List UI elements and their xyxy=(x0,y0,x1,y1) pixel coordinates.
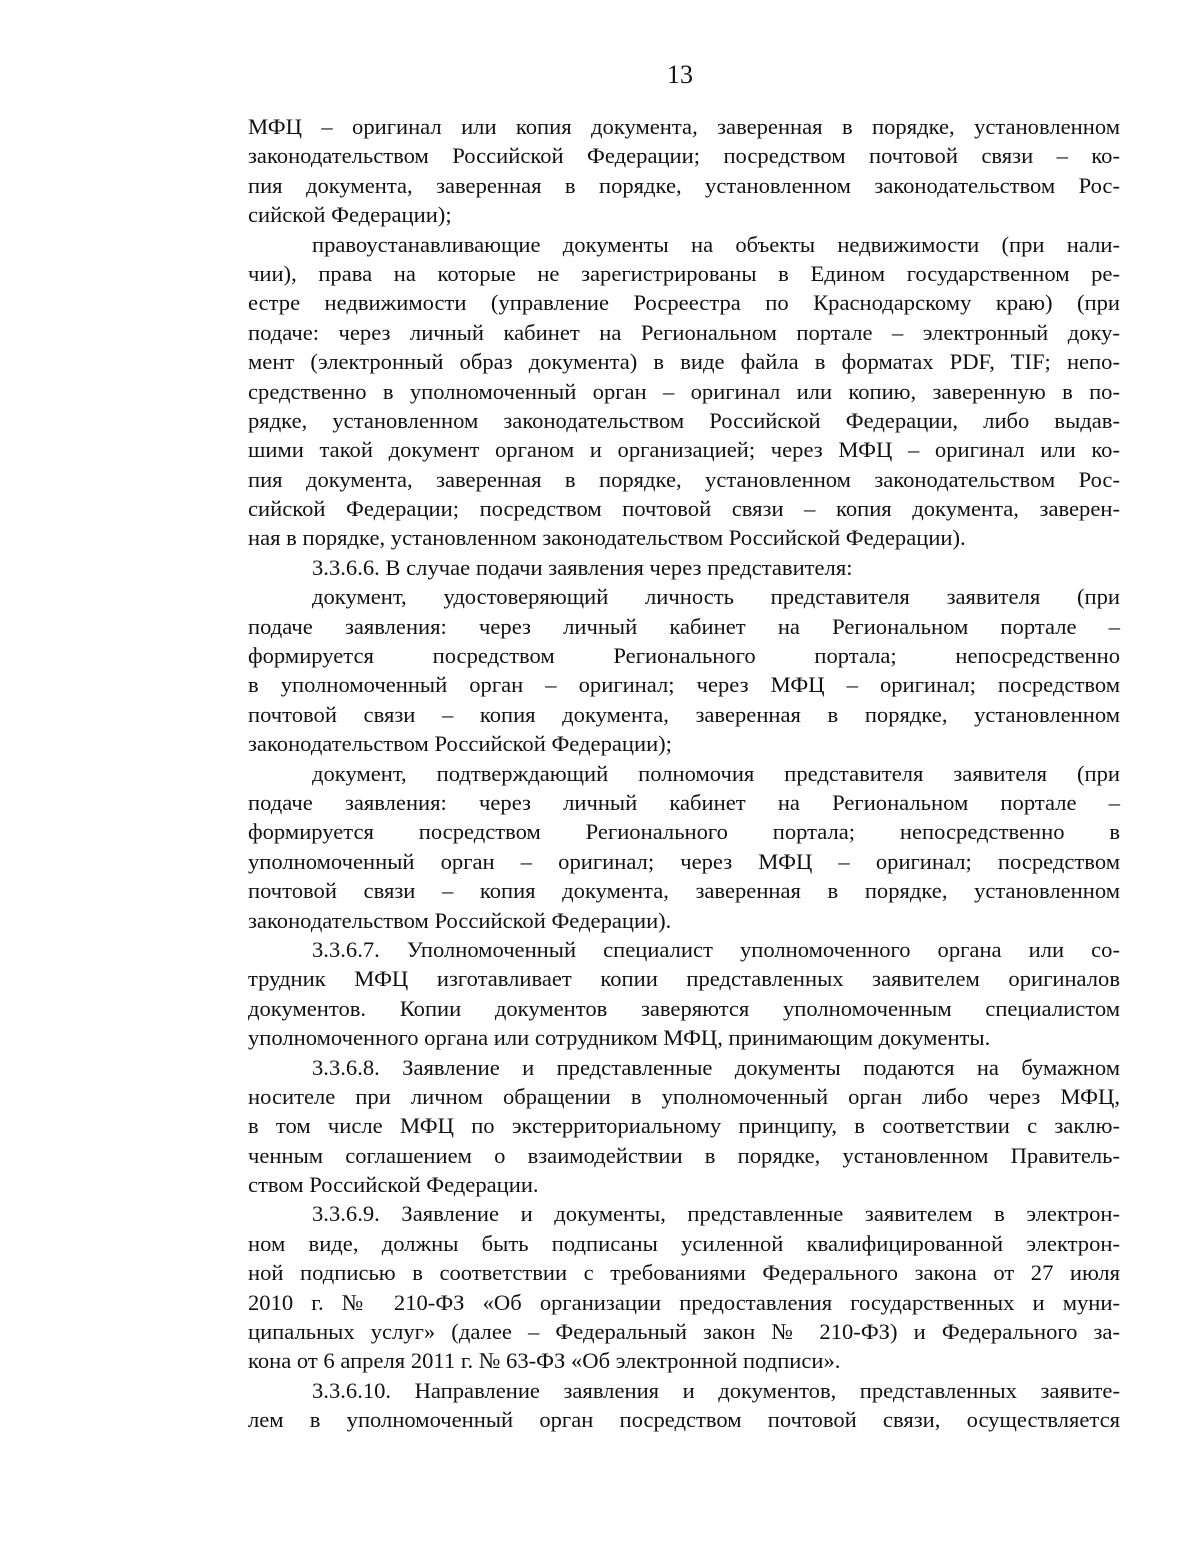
text-line: почтовой связи – копия документа, заверенная в порядке, установленном xyxy=(248,701,1120,727)
text-line: средственно в уполномоченный орган – оригинал или копию, заверенную в по- xyxy=(248,378,1120,404)
text-line: шими такой документ органом и организацией; через МФЦ – оригинал или ко- xyxy=(248,437,1120,463)
text-line: 3.3.6.6. В случае подачи заявления через представителя: xyxy=(312,554,853,580)
text-line: ченным соглашением о взаимодействии в порядке, установленном Правитель- xyxy=(248,1142,1120,1168)
text-line: уполномоченного органа или сотрудником МФЦ, принимающим документы. xyxy=(248,1025,991,1051)
text-line: ная в порядке, установленном законодательством Российской Федерации). xyxy=(248,525,966,551)
text-line: трудник МФЦ изготавливает копии представленных заявителем оригиналов xyxy=(248,966,1120,992)
text-line: документ, удостоверяющий личность представителя заявителя (при xyxy=(312,584,1120,610)
text-line: носителе при личном обращении в уполномоченный орган либо через МФЦ, xyxy=(248,1083,1120,1109)
text-line: ством Российской Федерации. xyxy=(248,1172,539,1198)
text-line: МФЦ – оригинал или копия документа, заверенная в порядке, установленном xyxy=(248,114,1120,139)
text-line: уполномоченный орган – оригинал; через МФЦ – оригинал; посредством xyxy=(248,848,1120,874)
text-line: ной подписью в соответствии с требованиями Федерального закона от 27 июля xyxy=(248,1260,1120,1286)
text-line: документов. Копии документов заверяются уполномоченным специалистом xyxy=(248,995,1120,1021)
text-line: кона от 6 апреля 2011 г. № 63-ФЗ «Об электронной подписи». xyxy=(248,1348,841,1374)
text-line: ципальных услуг» (далее – Федеральный закон № 210-ФЗ) и Федерального за- xyxy=(248,1319,1120,1345)
text-line: 3.3.6.8. Заявление и представленные документы подаются на бумажном xyxy=(312,1054,1120,1080)
text-line: 3.3.6.7. Уполномоченный специалист уполномоченного органа или со- xyxy=(312,936,1120,962)
text-line: подаче заявления: через личный кабинет на Региональном портале – xyxy=(248,789,1120,815)
text-line: лем в уполномоченный орган посредством почтовой связи, осуществляется xyxy=(248,1407,1120,1433)
text-line: 2010 г. № 210-ФЗ «Об организации предоставления государственных и муни- xyxy=(248,1289,1120,1315)
text-line: сийской Федерации); xyxy=(248,202,452,228)
text-line: документ, подтверждающий полномочия представителя заявителя (при xyxy=(312,760,1120,786)
text-line: мент (электронный образ документа) в виде файла в форматах PDF, TIF; непо- xyxy=(248,349,1120,375)
text-line: подаче заявления: через личный кабинет на Региональном портале – xyxy=(248,613,1120,639)
text-line: законодательством Российской Федерации); xyxy=(248,731,672,757)
text-line: формируется посредством Регионального портала; непосредственно в xyxy=(248,819,1120,845)
text-line: формируется посредством Регионального портала; непосредственно xyxy=(248,643,1120,669)
text-line: пия документа, заверенная в порядке, установленном законодательством Рос- xyxy=(248,172,1120,198)
text-line: подаче: через личный кабинет на Региональном портале – электронный доку- xyxy=(248,319,1120,345)
text-line: 3.3.6.9. Заявление и документы, представленные заявителем в электрон- xyxy=(312,1201,1120,1227)
page-number: 13 xyxy=(667,60,693,89)
text-line: в том числе МФЦ по экстерриториальному принципу, в соответствии с заклю- xyxy=(248,1113,1120,1139)
text-line: почтовой связи – копия документа, заверенная в порядке, установленном xyxy=(248,878,1120,904)
text-line: законодательством Российской Федерации). xyxy=(248,907,672,933)
text-line: правоустанавливающие документы на объекты недвижимости (при нали- xyxy=(312,231,1120,257)
text-line: сийской Федерации; посредством почтовой связи – копия документа, заверен- xyxy=(248,496,1120,522)
text-line: рядке, установленном законодательством Российской Федерации, либо выдав- xyxy=(248,407,1120,433)
text-line: в уполномоченный орган – оригинал; через МФЦ – оригинал; посредством xyxy=(248,672,1120,698)
document-body-text xyxy=(248,112,1120,1435)
text-line: пия документа, заверенная в порядке, установленном законодательством Рос- xyxy=(248,466,1120,492)
text-line: чии), права на которые не зарегистрированы в Едином государственном ре- xyxy=(248,260,1120,286)
text-line: законодательством Российской Федерации; посредством почтовой связи – ко- xyxy=(248,143,1120,169)
text-line: 3.3.6.10. Направление заявления и документов, представленных заявите- xyxy=(312,1377,1120,1403)
text-line: естре недвижимости (управление Росреестра по Краснодарскому краю) (при xyxy=(248,290,1120,316)
text-line: ном виде, должны быть подписаны усиленной квалифицированной электрон- xyxy=(248,1230,1120,1256)
